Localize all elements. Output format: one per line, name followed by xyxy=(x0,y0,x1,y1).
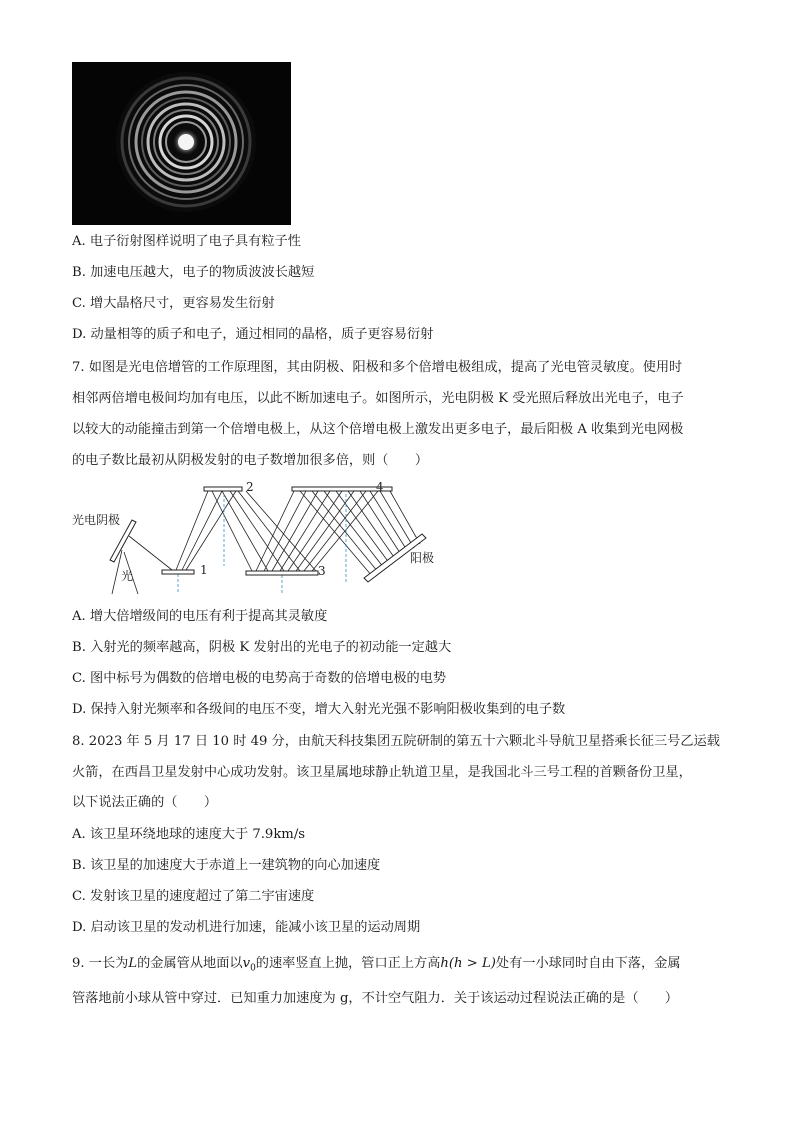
q7-option-d: D. 保持入射光频率和各级间的电压不变，增大入射光光强不影响阳极收集到的电子数 xyxy=(72,702,566,717)
q8-option-a: A. 该卫星环绕地球的速度大于 7.9km/s xyxy=(72,827,306,842)
light-label: 光 xyxy=(121,569,134,583)
q9-text-b: 的金属管从地面以 xyxy=(137,956,243,971)
q8-stem-line-3: 以下说法正确的（ ） xyxy=(72,795,218,810)
q9-text-c: 的速率竖直上抛，管口正上方高 xyxy=(255,956,441,971)
photomultiplier-diagram xyxy=(72,478,472,596)
q7-option-b: B. 入射光的频率越高，阴极 K 发射出的光电子的初动能一定越大 xyxy=(72,640,452,655)
q6-option-c: C. 增大晶格尺寸，更容易发生衍射 xyxy=(72,296,275,311)
q7-stem-line-3: 以较大的动能撞击到第一个倍增电极上，从这个倍增电极上激发出更多电子，最后阳极 A 收集到光电网极 xyxy=(72,422,684,437)
q9-velocity-symbol: v xyxy=(242,956,251,971)
cathode-label: 光电阴极 xyxy=(72,513,121,527)
electron-diffraction-image xyxy=(72,62,291,225)
q7-stem-line-1: 7. 如图是光电倍增管的工作原理图，其由阴极、阳极和多个倍增电极组成，提高了光电管灵敏度。使用时 xyxy=(72,360,683,375)
q8-option-c: C. 发射该卫星的速度超过了第二宇宙速度 xyxy=(72,889,315,904)
q9-height-condition: h(h > L) xyxy=(440,956,496,971)
q7-stem-line-2: 相邻两倍增电极间均加有电压，以此不断加速电子。如图所示，光电阴极 K 受光照后释放出光电子，电子 xyxy=(72,391,684,406)
anode-label: 阳极 xyxy=(410,551,435,565)
q8-option-d: D. 启动该卫星的发动机进行加速，能减小该卫星的运动周期 xyxy=(72,920,421,935)
q7-option-a: A. 增大倍增级间的电压有利于提高其灵敏度 xyxy=(72,609,328,624)
q9-stem-line-1 xyxy=(72,955,681,978)
dynode-4-label: 4 xyxy=(376,480,384,494)
q6-option-b: B. 加速电压越大，电子的物质波波长越短 xyxy=(72,265,315,280)
q8-stem-line-2: 火箭，在西昌卫星发射中心成功发射。该卫星属地球静止轨道卫星，是我国北斗三号工程的首颗备份卫星， xyxy=(72,765,692,780)
q9-length-symbol: L xyxy=(128,956,138,971)
dynode-1-label: 1 xyxy=(200,563,208,577)
dynode-2-label: 2 xyxy=(246,480,254,494)
q9-velocity-subscript: 0 xyxy=(250,963,256,974)
q8-option-b: B. 该卫星的加速度大于赤道上一建筑物的向心加速度 xyxy=(72,858,381,873)
q6-option-a: A. 电子衍射图样说明了电子具有粒子性 xyxy=(72,234,301,249)
q7-option-c: C. 图中标号为偶数的倍增电极的电势高于奇数的倍增电极的电势 xyxy=(72,671,447,686)
q9-stem-line-2: 管落地前小球从管中穿过．已知重力加速度为 g，不计空气阻力．关于该运动过程说法正确的是（ ） xyxy=(72,991,679,1006)
q9-text-d: 处有一小球同时自由下落，金属 xyxy=(495,956,681,971)
q7-stem-line-4: 的电子数比最初从阴极发射的电子数增加很多倍，则（ ） xyxy=(72,453,429,468)
dynode-3-label: 3 xyxy=(318,564,326,578)
q6-option-d: D. 动量相等的质子和电子，通过相同的晶格，质子更容易衍射 xyxy=(72,327,434,342)
q8-stem-line-1: 8. 2023 年 5 月 17 日 10 时 49 分，由航天科技集团五院研制的第五十六颗北斗导航卫星搭乘长征三号乙运载 xyxy=(72,734,720,749)
q9-text-a: 9. 一长为 xyxy=(72,956,129,971)
